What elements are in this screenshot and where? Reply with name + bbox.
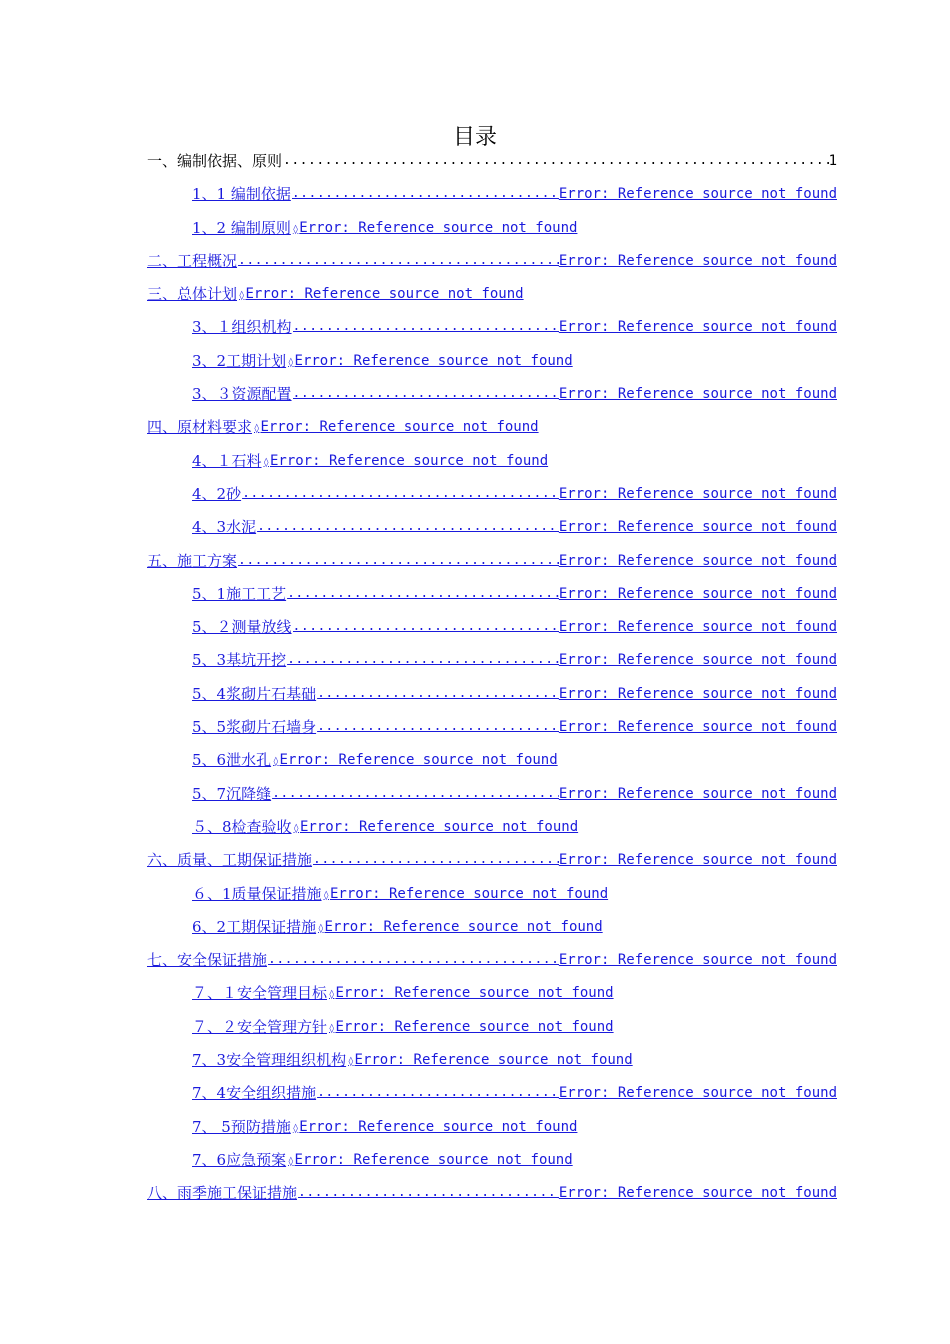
toc-entry-label: ５、8检查验收 bbox=[192, 817, 292, 836]
toc-entry[interactable] bbox=[147, 516, 837, 549]
toc-leader-dots bbox=[287, 583, 559, 605]
toc-entry-label: 七、安全保证措施 bbox=[147, 951, 268, 970]
toc-entry-label: 三、总体计划 bbox=[147, 285, 238, 304]
toc-entry-page: Error: Reference source not found bbox=[558, 552, 837, 569]
toc-entry[interactable] bbox=[147, 250, 837, 283]
toc-entry[interactable] bbox=[147, 649, 837, 682]
toc-entry[interactable] bbox=[147, 1149, 837, 1182]
toc-entry-label: 五、施工方案 bbox=[147, 551, 238, 570]
toc-entry[interactable] bbox=[147, 916, 837, 949]
toc-entry-label: 5、1施工工艺 bbox=[192, 584, 287, 603]
toc-entry-label: 7、4安全组织措施 bbox=[192, 1084, 317, 1103]
toc-entry[interactable] bbox=[147, 1182, 837, 1215]
toc-entry-page: ◊ Error: Reference source not found bbox=[348, 1049, 633, 1073]
toc-leader-dots bbox=[268, 949, 559, 971]
toc-entry-label: 二、工程概况 bbox=[147, 251, 238, 270]
toc-entry-page: Error: Reference source not found bbox=[558, 319, 837, 336]
toc-entry-label: 八、雨季施工保证措施 bbox=[147, 1184, 298, 1203]
toc-leader-dots bbox=[257, 516, 559, 538]
toc-entry-page: ◊ Error: Reference source not found bbox=[318, 916, 603, 940]
toc-leader-dots bbox=[283, 150, 829, 172]
toc-entry-page: Error: Reference source not found bbox=[558, 485, 837, 502]
toc-entry-page: ◊ Error: Reference source not found bbox=[288, 1149, 573, 1173]
toc-entry[interactable] bbox=[147, 816, 837, 849]
toc-entry-label: 3、１组织机构 bbox=[192, 318, 292, 337]
toc-leader-dots bbox=[298, 1182, 559, 1204]
toc-entry-label: 6、2工期保证措施 bbox=[192, 917, 317, 936]
page-title: 目录 bbox=[452, 125, 497, 150]
toc-entry[interactable] bbox=[147, 1049, 837, 1082]
toc-leader-dots bbox=[238, 550, 559, 572]
toc-leader-dots bbox=[292, 183, 559, 205]
toc-leader-dots bbox=[287, 649, 559, 671]
toc-leader-dots bbox=[293, 316, 559, 338]
toc-entry[interactable] bbox=[147, 217, 837, 250]
toc-entry[interactable] bbox=[147, 716, 837, 749]
toc-leader-dots bbox=[317, 683, 559, 705]
toc-entry-label: 4、１石料 bbox=[192, 451, 262, 470]
toc-entry-page: ◊ Error: Reference source not found bbox=[293, 217, 578, 241]
toc-entry-label: 5、5浆砌片石墙身 bbox=[192, 718, 317, 737]
toc-entry-page: ◊ Error: Reference source not found bbox=[329, 982, 614, 1006]
toc-entry[interactable] bbox=[147, 550, 837, 583]
toc-entry-page: ◊ Error: Reference source not found bbox=[293, 1116, 578, 1140]
toc-entry-label: 7、6应急预案 bbox=[192, 1150, 287, 1169]
toc-entry bbox=[147, 150, 837, 183]
toc-leader-dots bbox=[313, 849, 559, 871]
toc-entry-label: ６、1质量保证措施 bbox=[192, 884, 322, 903]
toc-entry-label: 7、3安全管理组织机构 bbox=[192, 1051, 347, 1070]
toc-entry[interactable] bbox=[147, 949, 837, 982]
toc-entry-page: ◊ Error: Reference source not found bbox=[264, 450, 549, 474]
toc-entry-page: Error: Reference source not found bbox=[558, 785, 837, 802]
toc-entry[interactable] bbox=[147, 616, 837, 649]
toc-entry-page: Error: Reference source not found bbox=[558, 1085, 837, 1102]
toc-leader-dots bbox=[293, 383, 559, 405]
toc-entry-label: 4、3水泥 bbox=[192, 518, 257, 537]
toc-entry-page: Error: Reference source not found bbox=[558, 719, 837, 736]
toc-entry-label: 5、7沉降缝 bbox=[192, 784, 272, 803]
toc-entry-label: 5、6泄水孔 bbox=[192, 751, 272, 770]
toc-entry[interactable] bbox=[147, 583, 837, 616]
toc-entry-label: 四、原材料要求 bbox=[147, 418, 253, 437]
toc-entry[interactable] bbox=[147, 183, 837, 216]
toc-entry-page: ◊ Error: Reference source not found bbox=[273, 749, 558, 773]
toc-entry-page: Error: Reference source not found bbox=[558, 852, 837, 869]
toc-entry-page: Error: Reference source not found bbox=[558, 619, 837, 636]
toc-entry-label: 1、2 编制原则 bbox=[192, 218, 291, 237]
toc-entry-label: 一、编制依据、原则 bbox=[147, 152, 283, 170]
toc-entry-label: ７、２安全管理方针 bbox=[192, 1017, 328, 1036]
toc-entry-label: 3、2工期计划 bbox=[192, 351, 287, 370]
toc-entry-page: Error: Reference source not found bbox=[558, 252, 837, 269]
toc-entry[interactable] bbox=[147, 683, 837, 716]
toc-leader-dots bbox=[317, 1082, 559, 1104]
toc-entry-page: ◊ Error: Reference source not found bbox=[288, 350, 573, 374]
toc-entry[interactable] bbox=[147, 350, 837, 383]
toc-entry-page: ◊ Error: Reference source not found bbox=[239, 283, 524, 307]
toc-entry[interactable] bbox=[147, 849, 837, 882]
toc-entry-label: 5、3基坑开挖 bbox=[192, 651, 287, 670]
toc-entry[interactable] bbox=[147, 1116, 837, 1149]
toc-entry-label: 5、4浆砌片石基础 bbox=[192, 684, 317, 703]
toc-entry[interactable] bbox=[147, 1016, 837, 1049]
table-of-contents bbox=[147, 150, 837, 1216]
toc-entry[interactable] bbox=[147, 783, 837, 816]
toc-entry-page: 1 bbox=[828, 153, 837, 169]
toc-entry-page: ◊ Error: Reference source not found bbox=[324, 883, 609, 907]
toc-entry[interactable] bbox=[147, 283, 837, 316]
toc-leader-dots bbox=[272, 783, 559, 805]
toc-entry[interactable] bbox=[147, 383, 837, 416]
toc-leader-dots bbox=[317, 716, 559, 738]
toc-entry[interactable] bbox=[147, 982, 837, 1015]
toc-entry[interactable] bbox=[147, 1082, 837, 1115]
toc-entry-label: 3、３资源配置 bbox=[192, 385, 292, 404]
toc-entry-page: Error: Reference source not found bbox=[558, 585, 837, 602]
toc-entry-page: ◊ Error: Reference source not found bbox=[254, 416, 539, 440]
toc-entry-label: 7、 5预防措施 bbox=[192, 1117, 291, 1136]
toc-entry-page: Error: Reference source not found bbox=[558, 386, 837, 403]
toc-entry-label: 1、1 编制依据 bbox=[192, 185, 291, 204]
toc-entry[interactable] bbox=[147, 749, 837, 782]
toc-entry-page: Error: Reference source not found bbox=[558, 685, 837, 702]
toc-entry-label: 4、2砂 bbox=[192, 484, 242, 503]
toc-leader-dots bbox=[242, 483, 559, 505]
toc-entry-page: Error: Reference source not found bbox=[558, 952, 837, 969]
toc-entry-label: 5、２测量放线 bbox=[192, 618, 292, 637]
toc-entry-page: Error: Reference source not found bbox=[558, 186, 837, 203]
toc-entry-page: Error: Reference source not found bbox=[558, 1185, 837, 1202]
toc-entry-page: ◊ Error: Reference source not found bbox=[294, 816, 579, 840]
toc-entry-label: 六、质量、工期保证措施 bbox=[147, 851, 313, 870]
toc-leader-dots bbox=[293, 616, 559, 638]
toc-entry-page: Error: Reference source not found bbox=[558, 519, 837, 536]
toc-leader-dots bbox=[238, 250, 559, 272]
toc-entry[interactable] bbox=[147, 316, 837, 349]
toc-entry[interactable] bbox=[147, 883, 837, 916]
toc-entry-label: ７、１安全管理目标 bbox=[192, 984, 328, 1003]
toc-entry[interactable] bbox=[147, 483, 837, 516]
toc-entry-page: Error: Reference source not found bbox=[558, 652, 837, 669]
toc-entry[interactable] bbox=[147, 450, 837, 483]
toc-entry[interactable] bbox=[147, 416, 837, 449]
toc-entry-page: ◊ Error: Reference source not found bbox=[329, 1016, 614, 1040]
